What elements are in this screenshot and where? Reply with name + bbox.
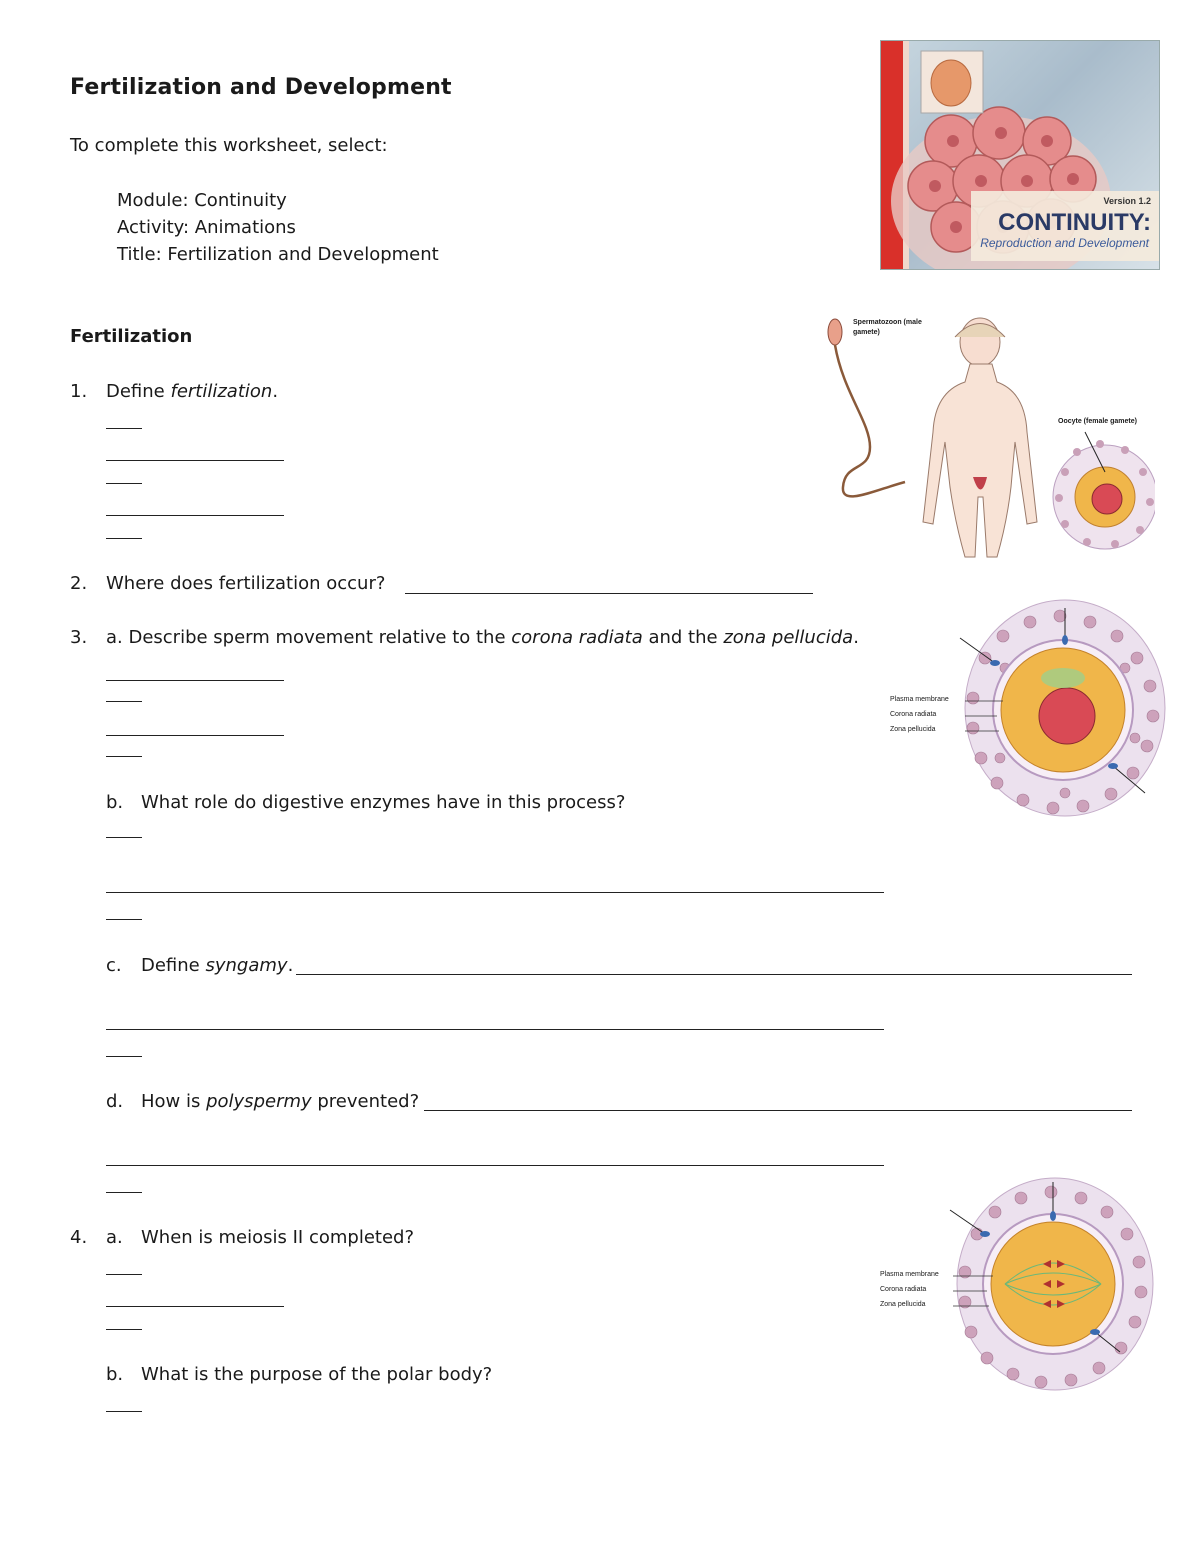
q4b-answer-line[interactable] [106,1411,142,1412]
module-line: Module: Continuity [117,190,287,211]
q3a-mid: and the [642,627,724,648]
activity-line: Activity: Animations [117,217,296,238]
oocyte-figure-2 [875,1172,1165,1400]
q3c-term: syngamy [205,955,288,976]
q4a-answer-line[interactable] [106,1274,142,1275]
oocyte2-label-membrane: Plasma membrane [880,1271,939,1278]
q1-answer-line[interactable] [106,538,142,539]
q3a-term2: zona pellucida [723,627,854,648]
q3-number: 3. [70,627,88,648]
q2-answer-line[interactable] [405,593,813,594]
q3a-answer-line[interactable] [106,735,284,736]
oocyte-figure-1 [885,598,1175,830]
q4a-answer-line[interactable] [106,1329,142,1330]
cover-brand: CONTINUITY: [998,209,1151,236]
q4b-text: What is the purpose of the polar body? [141,1364,493,1385]
oocyte2-label-corona: Corona radiata [880,1286,927,1293]
q3a-prefix: a. Describe sperm movement relative to the [106,627,512,648]
q4-number: 4. [70,1227,88,1248]
q3c-letter: c. [106,955,122,976]
oocyte1-label-corona: Corona radiata [890,711,937,718]
q1-number: 1. [70,381,88,402]
q4a-letter: a. [106,1227,123,1248]
section-heading: Fertilization [70,326,193,347]
continuity-cover-image [880,40,1160,270]
q2-text: Where does fertilization occur? [106,573,386,594]
q1-answer-line[interactable] [106,483,142,484]
q3d-suffix: prevented? [311,1091,420,1112]
q1-answer-line[interactable] [106,428,142,429]
oocyte1-label-zona: Zona pellucida [890,726,936,733]
q1-prefix: Define [106,381,171,402]
q3a-suffix: . [853,627,859,648]
q1-term: fertilization [170,381,273,402]
oocyte2-label-zona: Zona pellucida [880,1301,926,1308]
q3d-letter: d. [106,1091,124,1112]
page-title: Fertilization and Development [70,75,452,100]
q1-answer-line[interactable] [106,515,284,516]
q3c-text [141,955,293,976]
q3b-answer-line[interactable] [106,892,884,893]
cover-version: Version 1.2 [1103,196,1151,206]
q1-answer-line[interactable] [106,460,284,461]
q3a-answer-line[interactable] [106,756,142,757]
q1-suffix: . [272,381,279,402]
q3a-text [106,627,859,648]
q4a-text: When is meiosis II completed? [141,1227,415,1248]
cover-subtitle: Reproduction and Development [980,236,1149,250]
q3c-answer-line[interactable] [106,1056,142,1057]
q3c-answer-line[interactable] [106,1029,884,1030]
oocyte-label: Oocyte (female gamete) [1058,418,1137,425]
gametes-figure [815,312,1155,570]
q4a-answer-line[interactable] [106,1306,284,1307]
q3a-answer-line[interactable] [106,701,142,702]
q1-text [106,381,278,402]
q3b-answer-line[interactable] [106,837,142,838]
sperm-label: Spermatozoon (male gamete) [853,319,922,336]
q3d-text [141,1091,419,1112]
q3c-suffix: . [287,955,294,976]
q3a-term1: corona radiata [511,627,643,648]
q3d-term: polyspermy [206,1091,312,1112]
q2-number: 2. [70,573,88,594]
q3a-answer-line[interactable] [106,680,284,681]
intro-text: To complete this worksheet, select: [70,135,388,156]
q3b-text: What role do digestive enzymes have in this process? [141,792,626,813]
q3c-answer-line[interactable] [296,974,1132,975]
q3d-answer-line[interactable] [106,1165,884,1166]
q3b-answer-line[interactable] [106,919,142,920]
title-line: Title: Fertilization and Development [117,244,439,265]
q3d-answer-line[interactable] [424,1110,1132,1111]
q4b-letter: b. [106,1364,124,1385]
q3d-answer-line[interactable] [106,1192,142,1193]
oocyte1-label-membrane: Plasma membrane [890,696,949,703]
q3c-prefix: Define [141,955,206,976]
q3b-letter: b. [106,792,124,813]
q3d-prefix: How is [141,1091,207,1112]
